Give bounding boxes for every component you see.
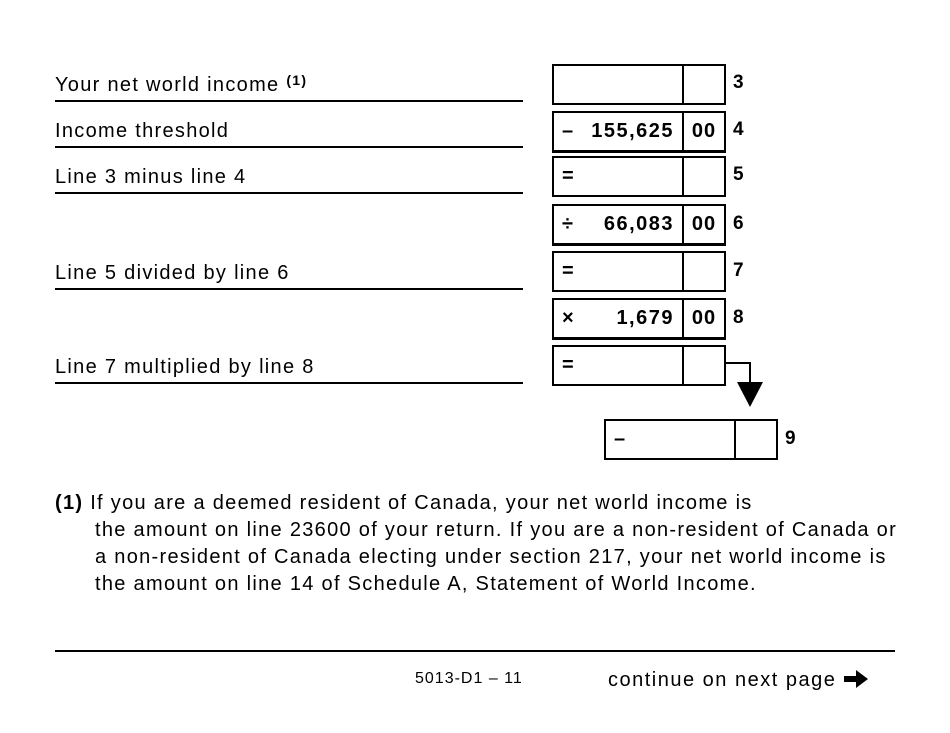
line-5-field[interactable] bbox=[552, 156, 726, 197]
cents: 00 bbox=[691, 307, 717, 329]
footnote-ref: (1) bbox=[286, 72, 308, 88]
footnote-marker: (1) bbox=[55, 492, 84, 514]
amount: 1,679 bbox=[616, 307, 674, 329]
amount: 155,625 bbox=[591, 120, 674, 142]
line-9-field[interactable] bbox=[604, 419, 778, 460]
cents: 00 bbox=[691, 120, 717, 142]
operator: × bbox=[562, 307, 574, 329]
line-8-field bbox=[552, 298, 726, 340]
line-number: 6 bbox=[733, 213, 744, 234]
divider bbox=[55, 650, 895, 652]
line-7-field[interactable] bbox=[552, 251, 726, 292]
line-number: 5 bbox=[733, 164, 744, 185]
line-8-result-field[interactable] bbox=[552, 345, 726, 386]
continue-text: continue on next page bbox=[608, 669, 837, 691]
line-number: 8 bbox=[733, 307, 744, 328]
operator: = bbox=[562, 165, 574, 187]
down-arrow-icon bbox=[720, 355, 770, 410]
line-number: 7 bbox=[733, 260, 744, 281]
line-6-field bbox=[552, 204, 726, 246]
cents: 00 bbox=[691, 213, 717, 235]
label-line-7: Line 5 divided by line 6 bbox=[55, 262, 523, 290]
arrow-right-icon bbox=[843, 668, 869, 690]
label-text: Your net world income bbox=[55, 74, 280, 96]
amount: 66,083 bbox=[603, 213, 674, 235]
line-number: 4 bbox=[733, 119, 744, 140]
operator: ÷ bbox=[562, 213, 573, 235]
line-3-field[interactable] bbox=[552, 64, 726, 105]
label-line-3 bbox=[55, 72, 523, 102]
footnote bbox=[55, 490, 905, 598]
line-4-field bbox=[552, 111, 726, 153]
operator: = bbox=[562, 260, 574, 282]
operator: – bbox=[562, 120, 574, 142]
page-number: 5013-D1 – 11 bbox=[415, 670, 523, 687]
continue-link[interactable] bbox=[608, 668, 869, 692]
footnote-text: the amount on line 23600 of your return. If you are a non-resident of Canada or a non-resident of Canada electing under section 217, your net world income is the amount on line 14 of Schedule A, Statement of World Income. bbox=[95, 519, 898, 595]
label-line-9: Line 7 multiplied by line 8 bbox=[55, 356, 523, 384]
label-line-5: Line 3 minus line 4 bbox=[55, 166, 523, 194]
label-line-4: Income threshold bbox=[55, 120, 523, 148]
operator: – bbox=[614, 428, 626, 450]
line-number: 9 bbox=[785, 428, 796, 449]
operator: = bbox=[562, 354, 574, 376]
footnote-first: If you are a deemed resident of Canada, your net world income is bbox=[90, 492, 753, 514]
line-number: 3 bbox=[733, 72, 744, 93]
